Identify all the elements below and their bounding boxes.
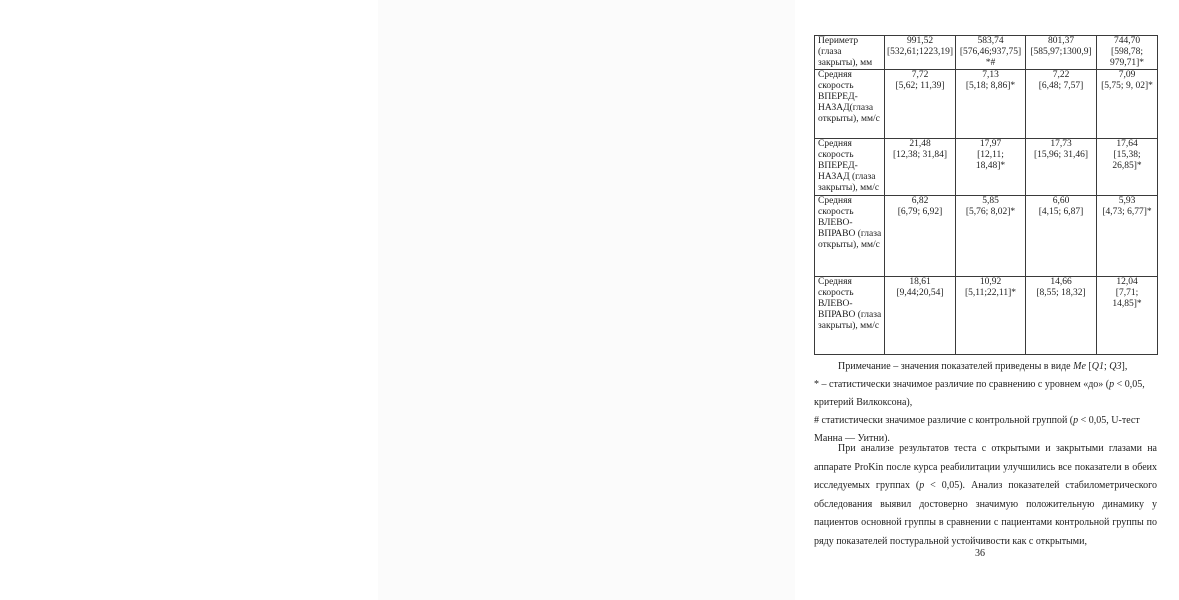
cell-range: [585,97;1300,9] — [1030, 47, 1092, 57]
cell-median: 991,52 — [906, 36, 934, 46]
table-row — [815, 196, 1158, 277]
cell-range: [532,61;1223,19] — [887, 47, 953, 57]
cell-range: 18,48]* — [975, 161, 1006, 171]
cell-range: [12,38; 31,84] — [892, 150, 948, 160]
table-cell — [885, 139, 956, 196]
cell-range: [8,55; 18,32] — [1036, 288, 1086, 298]
table-cell — [1097, 36, 1158, 70]
cell-median: 17,64 — [1116, 139, 1138, 149]
cell-median: 5,85 — [982, 196, 999, 206]
cell-median: 801,37 — [1047, 36, 1075, 46]
table-cell — [1026, 196, 1097, 277]
table-cell — [1026, 36, 1097, 70]
note-asterisk: * – статистически значимое различие по сравнению с уровнем «до» (p < 0,05, критерий Вилкоксона), — [814, 379, 1145, 408]
cell-median: 18,61 — [909, 277, 931, 287]
cell-range: [598,78; — [1111, 47, 1143, 57]
cell-median: 14,66 — [1050, 277, 1072, 287]
page-number: 36 — [975, 548, 985, 559]
table-notes — [814, 358, 1157, 448]
cell-range: [7,71; — [1115, 288, 1139, 298]
table-cell — [1097, 277, 1158, 355]
table-cell — [885, 36, 956, 70]
table-row — [815, 277, 1158, 355]
cell-range: 979,71]* — [1109, 58, 1145, 68]
cell-range: [12,11; — [977, 150, 1004, 160]
table-cell — [1097, 70, 1158, 139]
table-cell — [1026, 70, 1097, 139]
table-row — [815, 139, 1158, 196]
row-label: Средняя скорость ВЛЕВО-ВПРАВО (глаза открыты), мм/с — [815, 196, 885, 277]
cell-range: [576,46;937,75] — [959, 47, 1022, 57]
table-cell — [1097, 139, 1158, 196]
table-cell — [885, 70, 956, 139]
cell-median: 7,09 — [1118, 70, 1136, 80]
table-row — [815, 70, 1158, 139]
cell-median: 7,22 — [1052, 70, 1070, 80]
cell-median: 6,82 — [911, 196, 929, 206]
cell-median: 744,70 — [1113, 36, 1141, 46]
cell-median: 7,72 — [911, 70, 929, 80]
table-cell — [885, 196, 956, 277]
table-cell — [1026, 139, 1097, 196]
cell-range: [6,48; 7,57] — [1038, 81, 1084, 91]
cell-range: [5,76; 8,02]* — [965, 207, 1016, 217]
cell-median: 21,48 — [909, 139, 931, 149]
row-label: Средняя скорость ВПЕРЕД-НАЗАД(глаза открыты), мм/с — [815, 70, 885, 139]
cell-median: 583,74 — [977, 36, 1004, 46]
cell-range: [15,96; 31,46] — [1033, 150, 1089, 160]
note-hash: # статистически значимое различие с контрольной группой (p < 0,05, U-тест Манна — Уитни). — [814, 415, 1140, 444]
table-cell — [956, 196, 1026, 277]
body-text — [814, 440, 1157, 551]
cell-range: 26,85]* — [1112, 161, 1142, 171]
results-table — [814, 35, 1158, 355]
table-row — [815, 36, 1158, 70]
row-label: Средняя скорость ВПЕРЕД-НАЗАД (глаза закрыты), мм/с — [815, 139, 885, 196]
table-cell — [885, 277, 956, 355]
cell-range: [6,79; 6,92] — [897, 207, 943, 217]
table-cell — [956, 36, 1026, 70]
cell-median: 7,13 — [982, 70, 999, 80]
cell-median: 17,97 — [979, 139, 1002, 149]
note-format: Примечание – значения показателей приведены в виде Me [Q1; Q3], — [838, 361, 1128, 372]
document-page — [378, 0, 1157, 600]
cell-median: 17,73 — [1050, 139, 1072, 149]
table-cell — [1097, 196, 1158, 277]
cell-range: [15,38; — [1113, 150, 1141, 160]
row-label: Периметр (глаза закрыты), мм — [815, 36, 885, 70]
table-cell — [956, 70, 1026, 139]
cell-range: [5,11;22,11]* — [964, 288, 1016, 298]
cell-range: 14,85]* — [1112, 299, 1142, 309]
cell-range: [4,73; 6,77]* — [1102, 207, 1152, 217]
row-label: Средняя скорость ВЛЕВО-ВПРАВО (глаза закрыты), мм/с — [815, 277, 885, 355]
cell-range: *# — [985, 58, 996, 68]
cell-range: [4,15; 6,87] — [1038, 207, 1084, 217]
cell-range: [5,75; 9, 02]* — [1101, 81, 1153, 91]
table-cell — [1026, 277, 1097, 355]
cell-median: 12,04 — [1116, 277, 1138, 287]
cell-range: [9,44;20,54] — [896, 288, 944, 298]
cell-range: [5,18; 8,86]* — [965, 81, 1016, 91]
body-paragraph: При анализе результатов теста с открытыми и закрытыми глазами на аппарате ProKin после курса реабилитации улучшились все показатели в обеих исследуемых группах (p < 0,05). Анализ показателей стабилометрического обследования выявил достоверно значимую положительную динамику у пациентов основной группы в сравнении с пациентами контрольной группы по ряду показателей постуральной устойчивости как с открытыми, — [814, 443, 1157, 547]
table-cell — [956, 277, 1026, 355]
table-cell — [956, 139, 1026, 196]
cell-range: [5,62; 11,39] — [895, 81, 945, 91]
cell-median: 6,60 — [1052, 196, 1070, 206]
cell-median: 10,92 — [979, 277, 1002, 287]
cell-median: 5,93 — [1118, 196, 1136, 206]
